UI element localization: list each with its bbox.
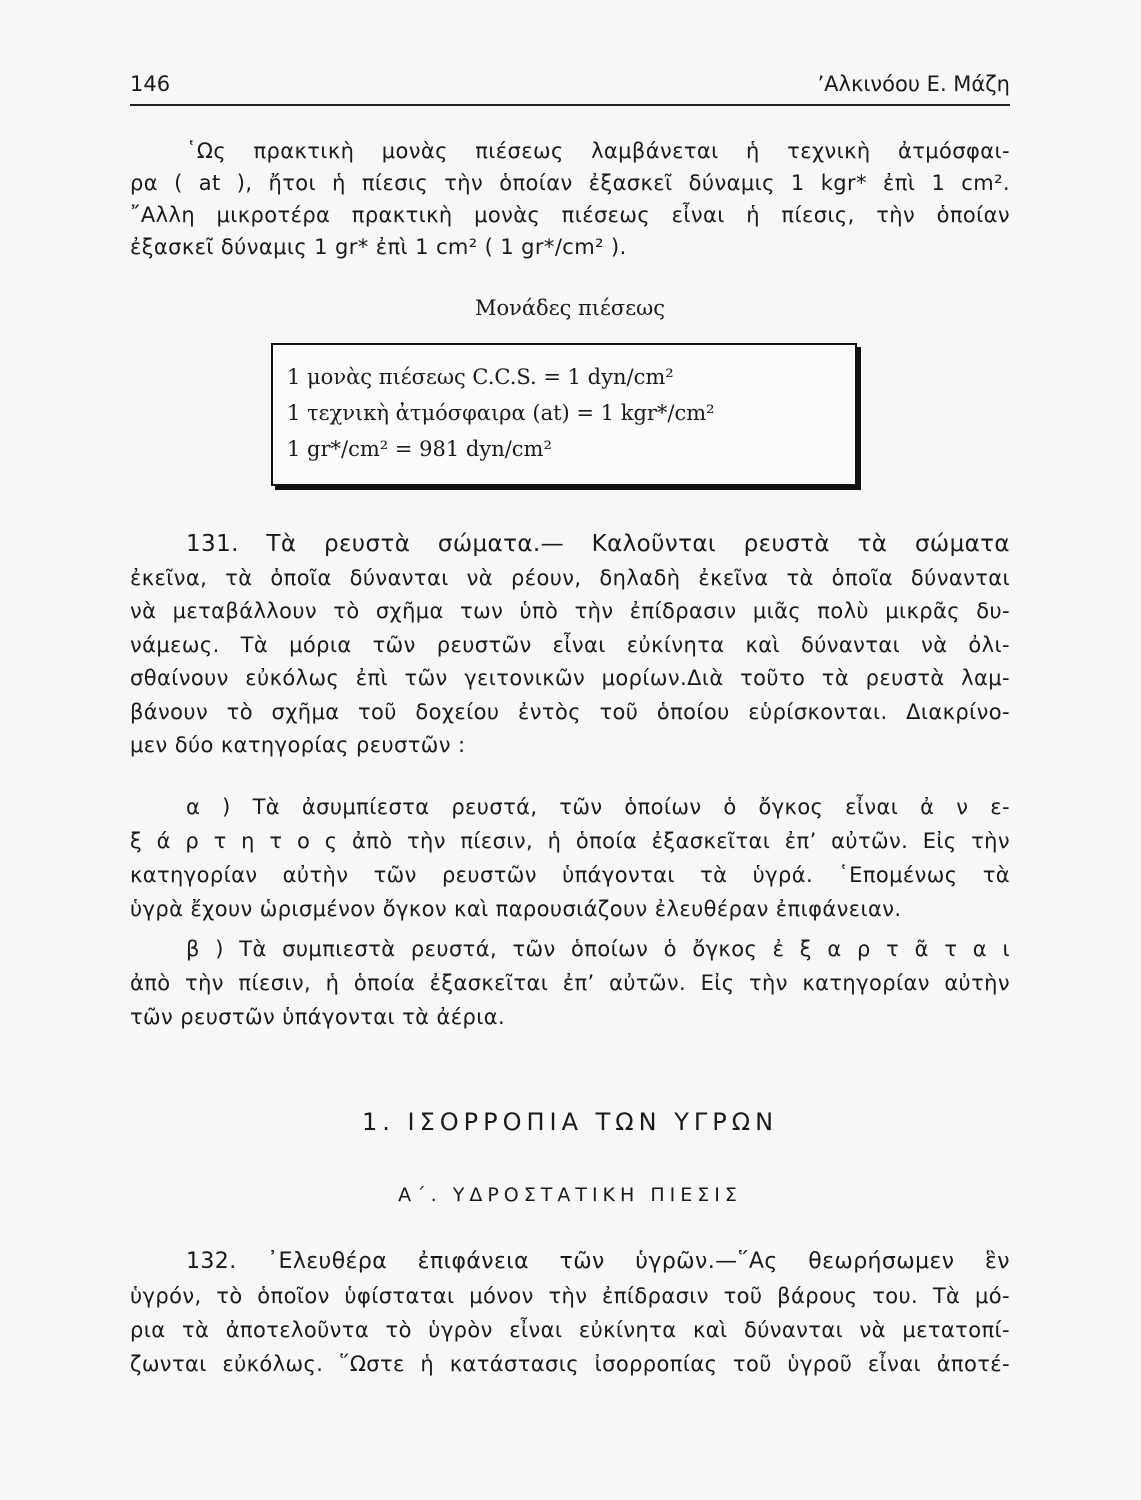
text-line: τῶν ρευστῶν ὑπάγονται τὰ ἀέρια. — [130, 1005, 506, 1029]
page-number: 146 — [130, 72, 171, 96]
running-title: ’Αλκινόου Ε. Μάζη — [817, 72, 1010, 96]
text-line: ῾Ως πρακτικὴ μονὰς πιέσεως λαμβάνεται ἡ τεχνικὴ ἀτμόσφαι- — [186, 139, 1010, 163]
text-line: ῎Αλλη μικροτέρα πρακτικὴ μονὰς πιέσεως εἶναι ἡ πίεσις, τὴν ὁποίαν — [130, 203, 1010, 227]
subsection-title: Α΄. ΥΔΡΟΣΤΑΤΙΚΗ ΠΙΕΣΙΣ — [398, 1184, 742, 1206]
text-line: ἀπὸ τὴν πίεσιν, ἡ ὁποία ἐξασκεῖται ἐπ’ αὐτῶν. Εἰς τὴν κατηγορίαν αὐτὴν — [130, 971, 1010, 995]
section-132 — [130, 1245, 1010, 1381]
text-line: βάνουν τὸ σχῆμα τοῦ δοχείου ἐντὸς τοῦ ὁποίου εὑρίσκονται. Διακρίνο- — [130, 699, 1010, 724]
page-header — [130, 70, 1010, 106]
text-line: μεν δύο κατηγορίας ρευστῶν : — [130, 733, 466, 757]
item-a — [130, 790, 1010, 926]
text-line: ἐξασκεῖ δύναμις 1 gr* ἐπὶ 1 cm² ( 1 gr*/cm² ). — [130, 235, 627, 259]
text-line: α ) Τὰ ἀσυμπίεστα ρευστά, τῶν ὁποίων ὁ ὄγκος εἶναι ἀ ν ε- — [186, 795, 1010, 819]
section-131 — [130, 528, 1010, 763]
text-line: κατηγορίαν αὐτὴν τῶν ρευστῶν ὑπάγονται τὰ ὑγρά. ῾Επομένως τὰ — [130, 863, 1010, 887]
text-line: ὑγρὰ ἔχουν ὡρισμένον ὄγκον καὶ παρουσιάζουν ἐλευθέραν ἐπιφάνειαν. — [130, 897, 902, 921]
text-line: νάμεως. Τὰ μόρια τῶν ρευστῶν εἶναι εὐκίνητα καὶ δύνανται νὰ ὀλι- — [130, 632, 1010, 657]
units-row: 1 gr*/cm² = 981 dyn/cm² — [287, 437, 552, 461]
text-line: β ) Τὰ συμπιεστὰ ρευστά, τῶν ὁποίων ὁ ὄγκος ἐ ξ α ρ τ ᾶ τ α ι — [186, 937, 1010, 961]
text-line: σθαίνουν εὐκόλως ἐπὶ τῶν γειτονικῶν μορίων.Διὰ τοῦτο τὰ ρευστὰ λαμ- — [130, 666, 1010, 690]
units-table-caption: Μονάδες πιέσεως — [474, 296, 666, 320]
text-line: νὰ μεταβάλλουν τὸ σχῆμα των ὑπὸ τὴν ἐπίδρασιν μιᾶς πολὺ μικρᾶς δυ- — [130, 599, 1010, 623]
units-row: 1 τεχνικὴ ἀτμόσφαιρα (at) = 1 kgr*/cm² — [287, 401, 715, 425]
item-b — [130, 932, 1010, 1034]
section-131-heading: 131. Τὰ ρευστὰ σώματα.— Καλοῦνται ρευστὰ τὰ σώματα — [186, 531, 1010, 557]
text-line: ἐκεῖνα, τὰ ὁποῖα δύνανται νὰ ρέουν, δηλαδὴ ἐκεῖνα τὰ ὁποῖα δύνανται — [130, 565, 1010, 590]
units-table — [271, 343, 857, 486]
text-line: ξ ά ρ τ η τ ο ς ἀπὸ τὴν πίεσιν, ἡ ὁποία ἐξασκεῖται ἐπ’ αὐτῶν. Εἰς τὴν — [130, 829, 1010, 853]
intro-paragraph — [130, 135, 1010, 263]
section-132-heading: 132. ᾿Ελευθέρα ἐπιφάνεια τῶν ὑγρῶν.—῞Ας θεωρήσωμεν ἓν — [186, 1249, 1010, 1274]
units-row: 1 μονὰς πιέσεως C.C.S. = 1 dyn/cm² — [287, 365, 674, 389]
text-line: ρια τὰ ἀποτελοῦντα τὸ ὑγρὸν εἶναι εὐκίνητα καὶ δύνανται νὰ μετατοπί- — [130, 1318, 1010, 1342]
chapter-title: 1. ΙΣΟΡΡΟΠΙΑ ΤΩΝ ΥΓΡΩΝ — [361, 1108, 779, 1136]
text-line: ρα ( at ), ἤτοι ἡ πίεσις τὴν ὁποίαν ἐξασκεῖ δύναμις 1 kgr* ἐπὶ 1 cm². — [130, 171, 1010, 195]
text-line: ὑγρόν, τὸ ὁποῖον ὑφίσταται μόνον τὴν ἐπίδρασιν τοῦ βάρους του. Τὰ μό- — [130, 1284, 1010, 1308]
text-line: ζωνται εὐκόλως. ῞Ωστε ἡ κατάστασις ἰσορροπίας τοῦ ὑγροῦ εἶναι ἀποτέ- — [130, 1352, 1010, 1376]
